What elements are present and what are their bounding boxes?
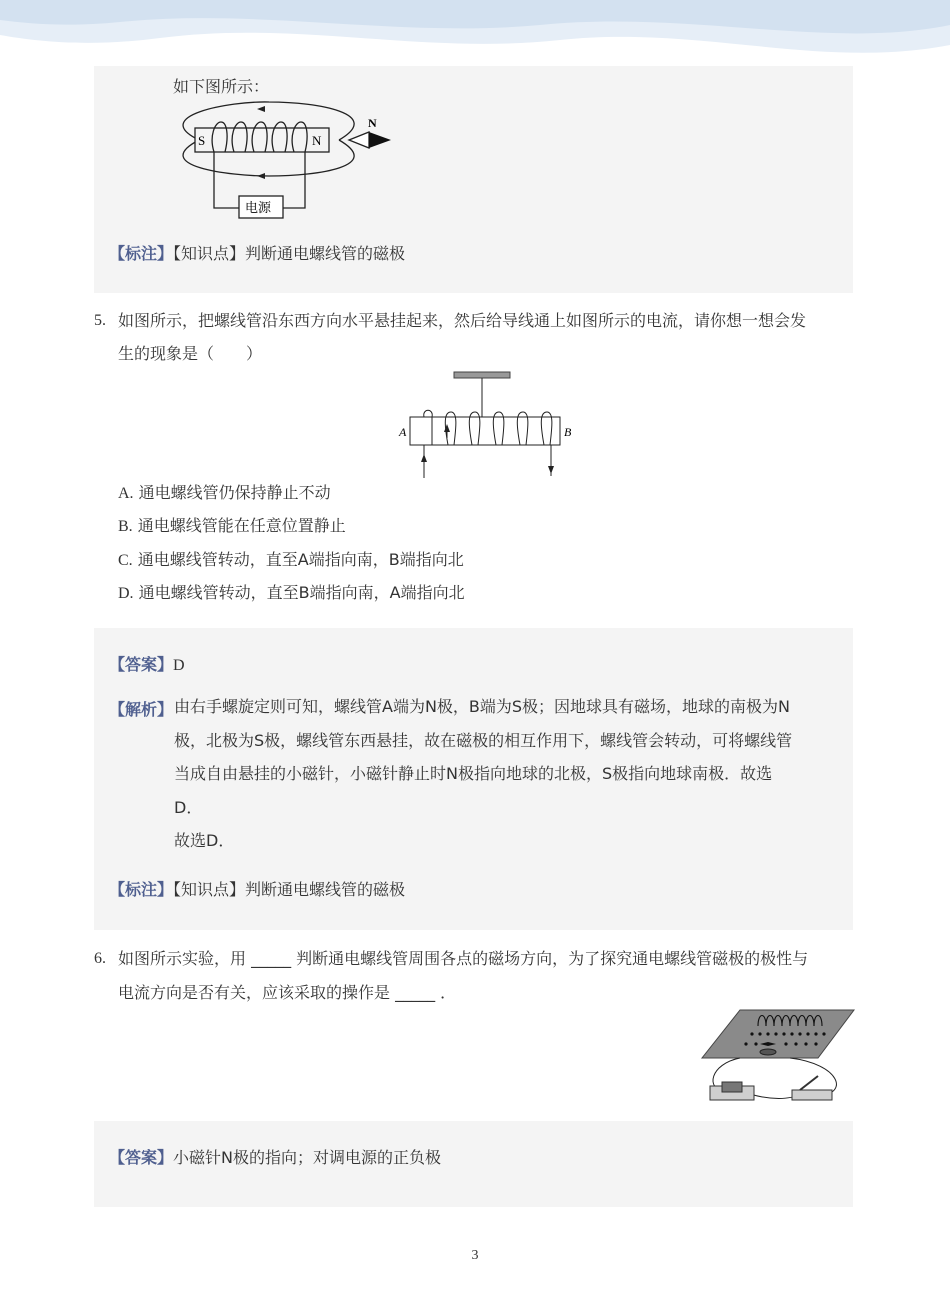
note-tag: 【标注】: [109, 244, 174, 263]
end-a-label: A: [399, 425, 407, 439]
q5-stem-line2: 生的现象是（ ）: [118, 344, 263, 363]
end-b-label: B: [564, 425, 572, 439]
answer-row: [109, 652, 185, 675]
left-pole-label: S: [198, 133, 206, 148]
answer-text: D: [173, 657, 185, 674]
q6-answer-box: [94, 1121, 853, 1207]
option-d: D. 通电螺线管转动，直至B端指向南，A端指向北: [118, 583, 465, 602]
needle-n-label: N: [368, 116, 377, 130]
note-text: 【知识点】判断通电螺线管的磁极: [173, 244, 406, 263]
option-a: A. 通电螺线管仍保持静止不动: [118, 483, 331, 502]
q5-answer-box: [94, 628, 853, 930]
note-row: [109, 877, 405, 900]
note-tag: 【标注】: [109, 880, 174, 899]
answer-tag: 【答案】: [109, 1148, 174, 1167]
analysis-line: 极，北极为S极，螺线管东西悬挂，故在磁极的相互作用下，螺线管会转动，可将螺线管: [174, 731, 793, 750]
q6-stem-line1: 如图所示实验，用 _____ 判断通电螺线管周围各点的磁场方向，为了探究通电螺线管磁极的极性与: [118, 949, 809, 968]
answer-tag: 【答案】: [109, 655, 174, 674]
analysis-line: 由右手螺旋定则可知，螺线管A端为N极，B端为S极；因地球具有磁场，地球的南极为N: [174, 697, 791, 716]
figure-intro: 如下图所示：: [173, 77, 270, 96]
hanging-solenoid-figure: [396, 368, 581, 483]
compass-experiment-figure: [700, 1004, 856, 1108]
power-source-label: 电源: [245, 201, 272, 216]
q6-number: 6.: [94, 950, 106, 967]
answer-text: 小磁针N极的指向；对调电源的正负极: [173, 1148, 441, 1167]
analysis-line: 当成自由悬挂的小磁针，小磁针静止时N极指向地球的北极，S极指向地球南极．故选: [174, 764, 773, 783]
analysis-line: 故选D．: [174, 831, 235, 850]
q5-number: 5.: [94, 312, 106, 329]
note-text: 【知识点】判断通电螺线管的磁极: [173, 880, 406, 899]
option-b: B. 通电螺线管能在任意位置静止: [118, 516, 346, 535]
solenoid-figure: [169, 96, 399, 226]
answer-row: [109, 1145, 441, 1168]
page-number: 3: [471, 1248, 479, 1263]
option-c: C. 通电螺线管转动，直至A端指向南，B端指向北: [118, 550, 464, 569]
right-pole-label: N: [312, 133, 322, 148]
top-note-box: [94, 66, 853, 293]
analysis-line: D．: [174, 798, 203, 817]
q6-stem-line2: 电流方向是否有关，应该采取的操作是 _____ ．: [118, 983, 457, 1002]
q5-stem-line1: 如图所示，把螺线管沿东西方向水平悬挂起来，然后给导线通上如图所示的电流，请你想一想会发: [118, 311, 807, 330]
analysis-tag: 【解析】: [109, 700, 174, 719]
note-row: [109, 241, 405, 264]
